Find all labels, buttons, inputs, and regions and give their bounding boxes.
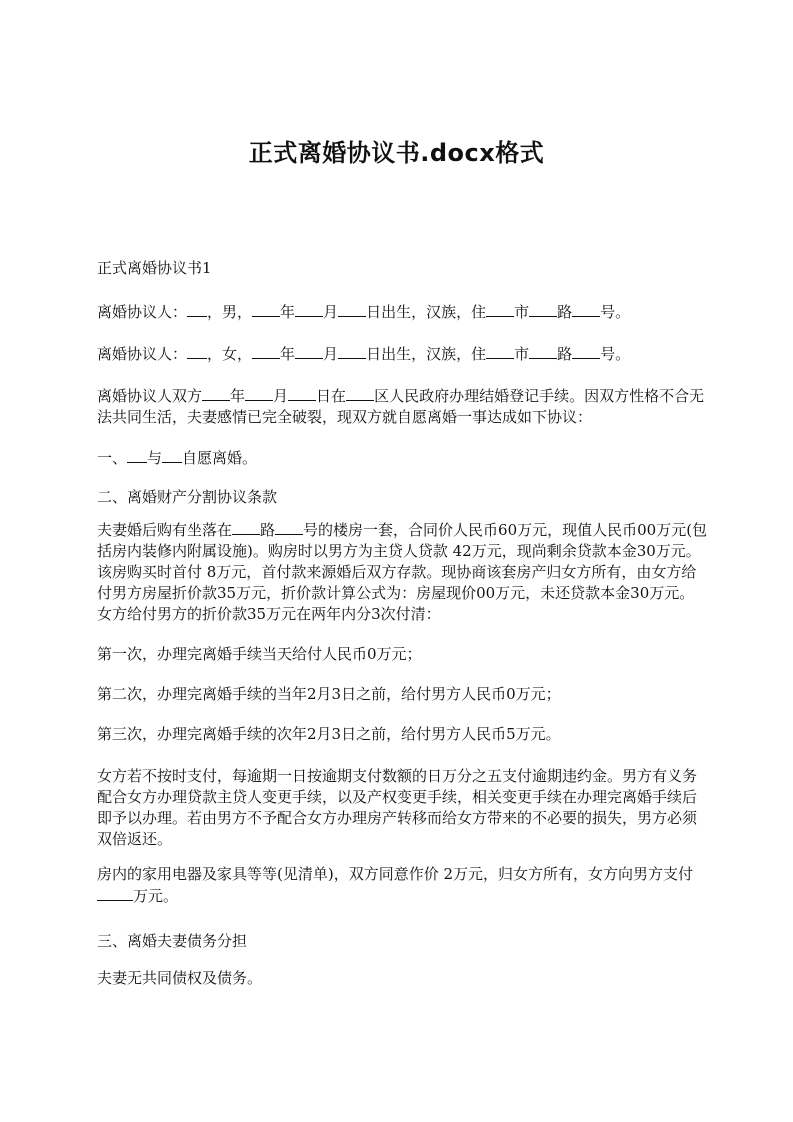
clause-3-title: 三、离婚夫妻债务分担 [97, 932, 248, 950]
blank-field [572, 343, 600, 359]
blank-field [288, 385, 316, 401]
blank-field [187, 301, 207, 317]
blank-field [202, 385, 230, 401]
blank-field [187, 343, 207, 359]
blank-field [245, 385, 273, 401]
blank-field [529, 301, 557, 317]
payment-3: 第三次，办理完离婚手续的次年2月3日之前，给付男方人民币5万元。 [97, 725, 561, 743]
blank-field [346, 385, 374, 401]
document-title: 正式离婚协议书.docx格式 [248, 139, 545, 167]
debt-paragraph: 夫妻无共同债权及债务。 [97, 969, 263, 987]
blank-field [252, 301, 280, 317]
payment-2: 第二次，办理完离婚手续的当年2月3日之前，给付男方人民币0万元； [97, 685, 561, 703]
blank-field [252, 343, 280, 359]
blank-field [275, 519, 303, 535]
blank-field [127, 447, 147, 463]
blank-field [529, 343, 557, 359]
blank-field [486, 301, 514, 317]
party-line-wife: 离婚协议人： ，女， 年 月 日出生，汉族，住 市 路 号。 [97, 345, 631, 363]
furniture-paragraph: 房内的家用电器及家具等等(见清单)，双方同意作价 2万元，归女方所有，女方向男方支付万元。 [97, 865, 694, 905]
blank-field [572, 301, 600, 317]
agreement-heading: 正式离婚协议书1 [97, 259, 212, 277]
blank-field [338, 343, 366, 359]
marriage-registration-paragraph: 离婚协议人双方 年 月 日在 区人民政府办理结婚登记手续。因双方性格不合无法共同生活，夫妻感情已完全破裂，现双方就自愿离婚一事达成如下协议： [97, 387, 705, 426]
party-line-husband: 离婚协议人： ，男， 年 月 日出生，汉族，住 市 路 号。 [97, 303, 631, 321]
blank-field [97, 885, 133, 901]
blank-field [338, 301, 366, 317]
blank-field [295, 301, 323, 317]
penalty-paragraph: 女方若不按时支付，每逾期一日按逾期支付数额的日万分之五支付逾期违约金。男方有义务配合女方办理贷款主贷人变更手续，以及产权变更手续，相关变更手续在办理完离婚手续后即予以办理。若由男方不予配合女方办理房产转移而给女方带来的不必要的损失，男方必须双倍返还。 [97, 767, 698, 848]
blank-field [232, 519, 260, 535]
clause-2-title: 二、离婚财产分割协议条款 [97, 488, 278, 506]
blank-field [295, 343, 323, 359]
blank-field [162, 447, 182, 463]
clause-1: 一、 与 自愿离婚。 [97, 449, 258, 467]
payment-1: 第一次，办理完离婚手续当天给付人民币0万元； [97, 645, 422, 663]
house-paragraph: 夫妻婚后购有坐落在 路 号的楼房一套，合同价人民币60万元，现值人民币00万元(包括房内装修内附属设施)。购房时以男方为主贷人贷款 42万元，现尚剩余贷款本金30万元。该房购买时首付 8万元，首付款来源婚后双方存款。现协商该套房产归女方所有，由女方给付男方房屋折价款35万元，折价款计算公式为：房屋现价00万元，未还贷款本金30万元。女方给付男方的折价款35万元在两年内分3次付清： [97, 521, 708, 623]
blank-field [486, 343, 514, 359]
